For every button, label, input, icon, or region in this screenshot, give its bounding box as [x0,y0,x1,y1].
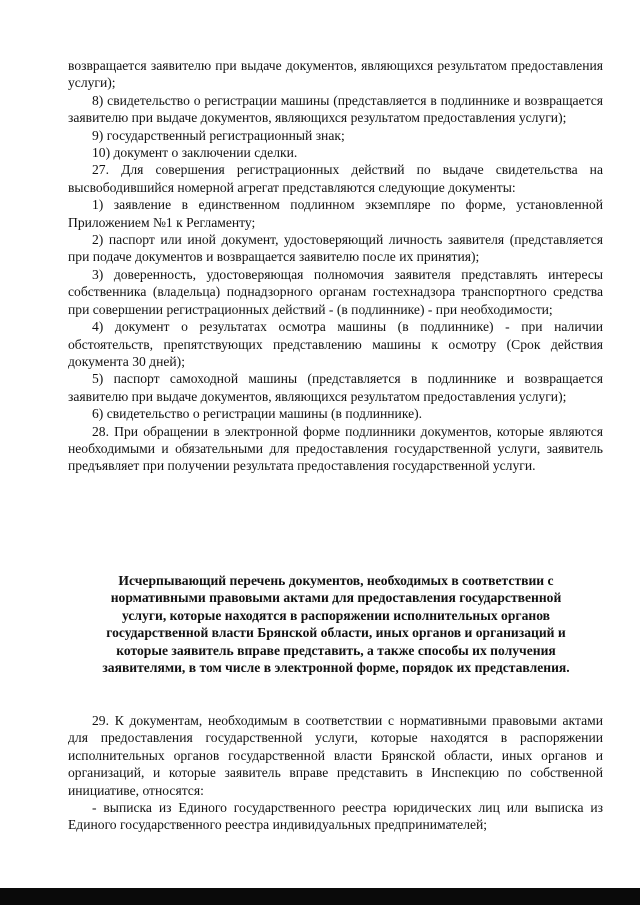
scan-border [0,888,640,905]
paragraph: 9) государственный регистрационный знак; [92,127,345,143]
paragraph: - выписка из Единого государственного реестра юридических лиц или выписка из Единого государственного реестра индивидуальных предпринимателей; [68,800,603,833]
paragraph: 5) паспорт самоходной машины (представляется в подлиннике и возвращается заявителю при выдаче документов, являющихся результатом предоставления услуги); [68,371,603,404]
paragraph: 29. К документам, необходимым в соответствии с нормативными правовыми актами для предоставления государственной услуги, которые находятся в распоряжении исполнительных органов государственной власти Брянской области, иных органов и организаций, и которые заявитель вправе представить в Инспекцию по собственной инициативе, относятся: [68,713,603,798]
body-text-top [68,57,603,475]
paragraph: возвращается заявителю при выдаче документов, являющихся результатом предоставления услуги); [68,58,603,91]
body-text-bottom [68,712,603,834]
paragraph: 2) паспорт или иной документ, удостоверяющий личность заявителя (представляется при подаче документов и возвращается заявителю после их принятия); [68,232,603,265]
paragraph: 10) документ о заключении сделки. [92,145,298,161]
paragraph: 1) заявление в единственном подлинном экземпляре по форме, установленной Приложением №1 к Регламенту; [68,197,603,230]
paragraph: 3) доверенность, удостоверяющая полномочия заявителя представлять интересы собственника (владельца) поднадзорного органам гостехнадзора транспортного средства при совершении регистрационных действий - (в подлиннике) - при необходимости; [68,266,603,317]
paragraph: 4) документ о результатах осмотра машины (в подлиннике) - при наличии обстоятельств, препятствующих представлению машины к осмотру (Срок действия документа 30 дней); [68,319,603,369]
paragraph: 6) свидетельство о регистрации машины (в подлиннике). [92,406,423,422]
section-heading: Исчерпывающий перечень документов, необходимых в соответствии с нормативными правовыми актами для предоставления государственной услуги, которые находятся в распоряжении исполнительных органов государственной власти Брянской области, иных органов и организаций и которые заявитель вправе представить, а также способы их получения заявителями, в том числе в электронной форме, порядок их представления. [102,573,570,676]
paragraph: 27. Для совершения регистрационных действий по выдаче свидетельства на высвободившийся номерной агрегат представляются следующие документы: [68,162,603,195]
paragraph: 28. При обращении в электронной форме подлинники документов, которые являются необходимыми и обязательными для предоставления государственной услуги, заявитель предъявляет при получении результата предоставления государственной услуги. [68,423,603,474]
paragraph: 8) свидетельство о регистрации машины (представляется в подлиннике и возвращается заявителю при выдаче документов, являющихся результатом предоставления услуги); [68,92,603,126]
